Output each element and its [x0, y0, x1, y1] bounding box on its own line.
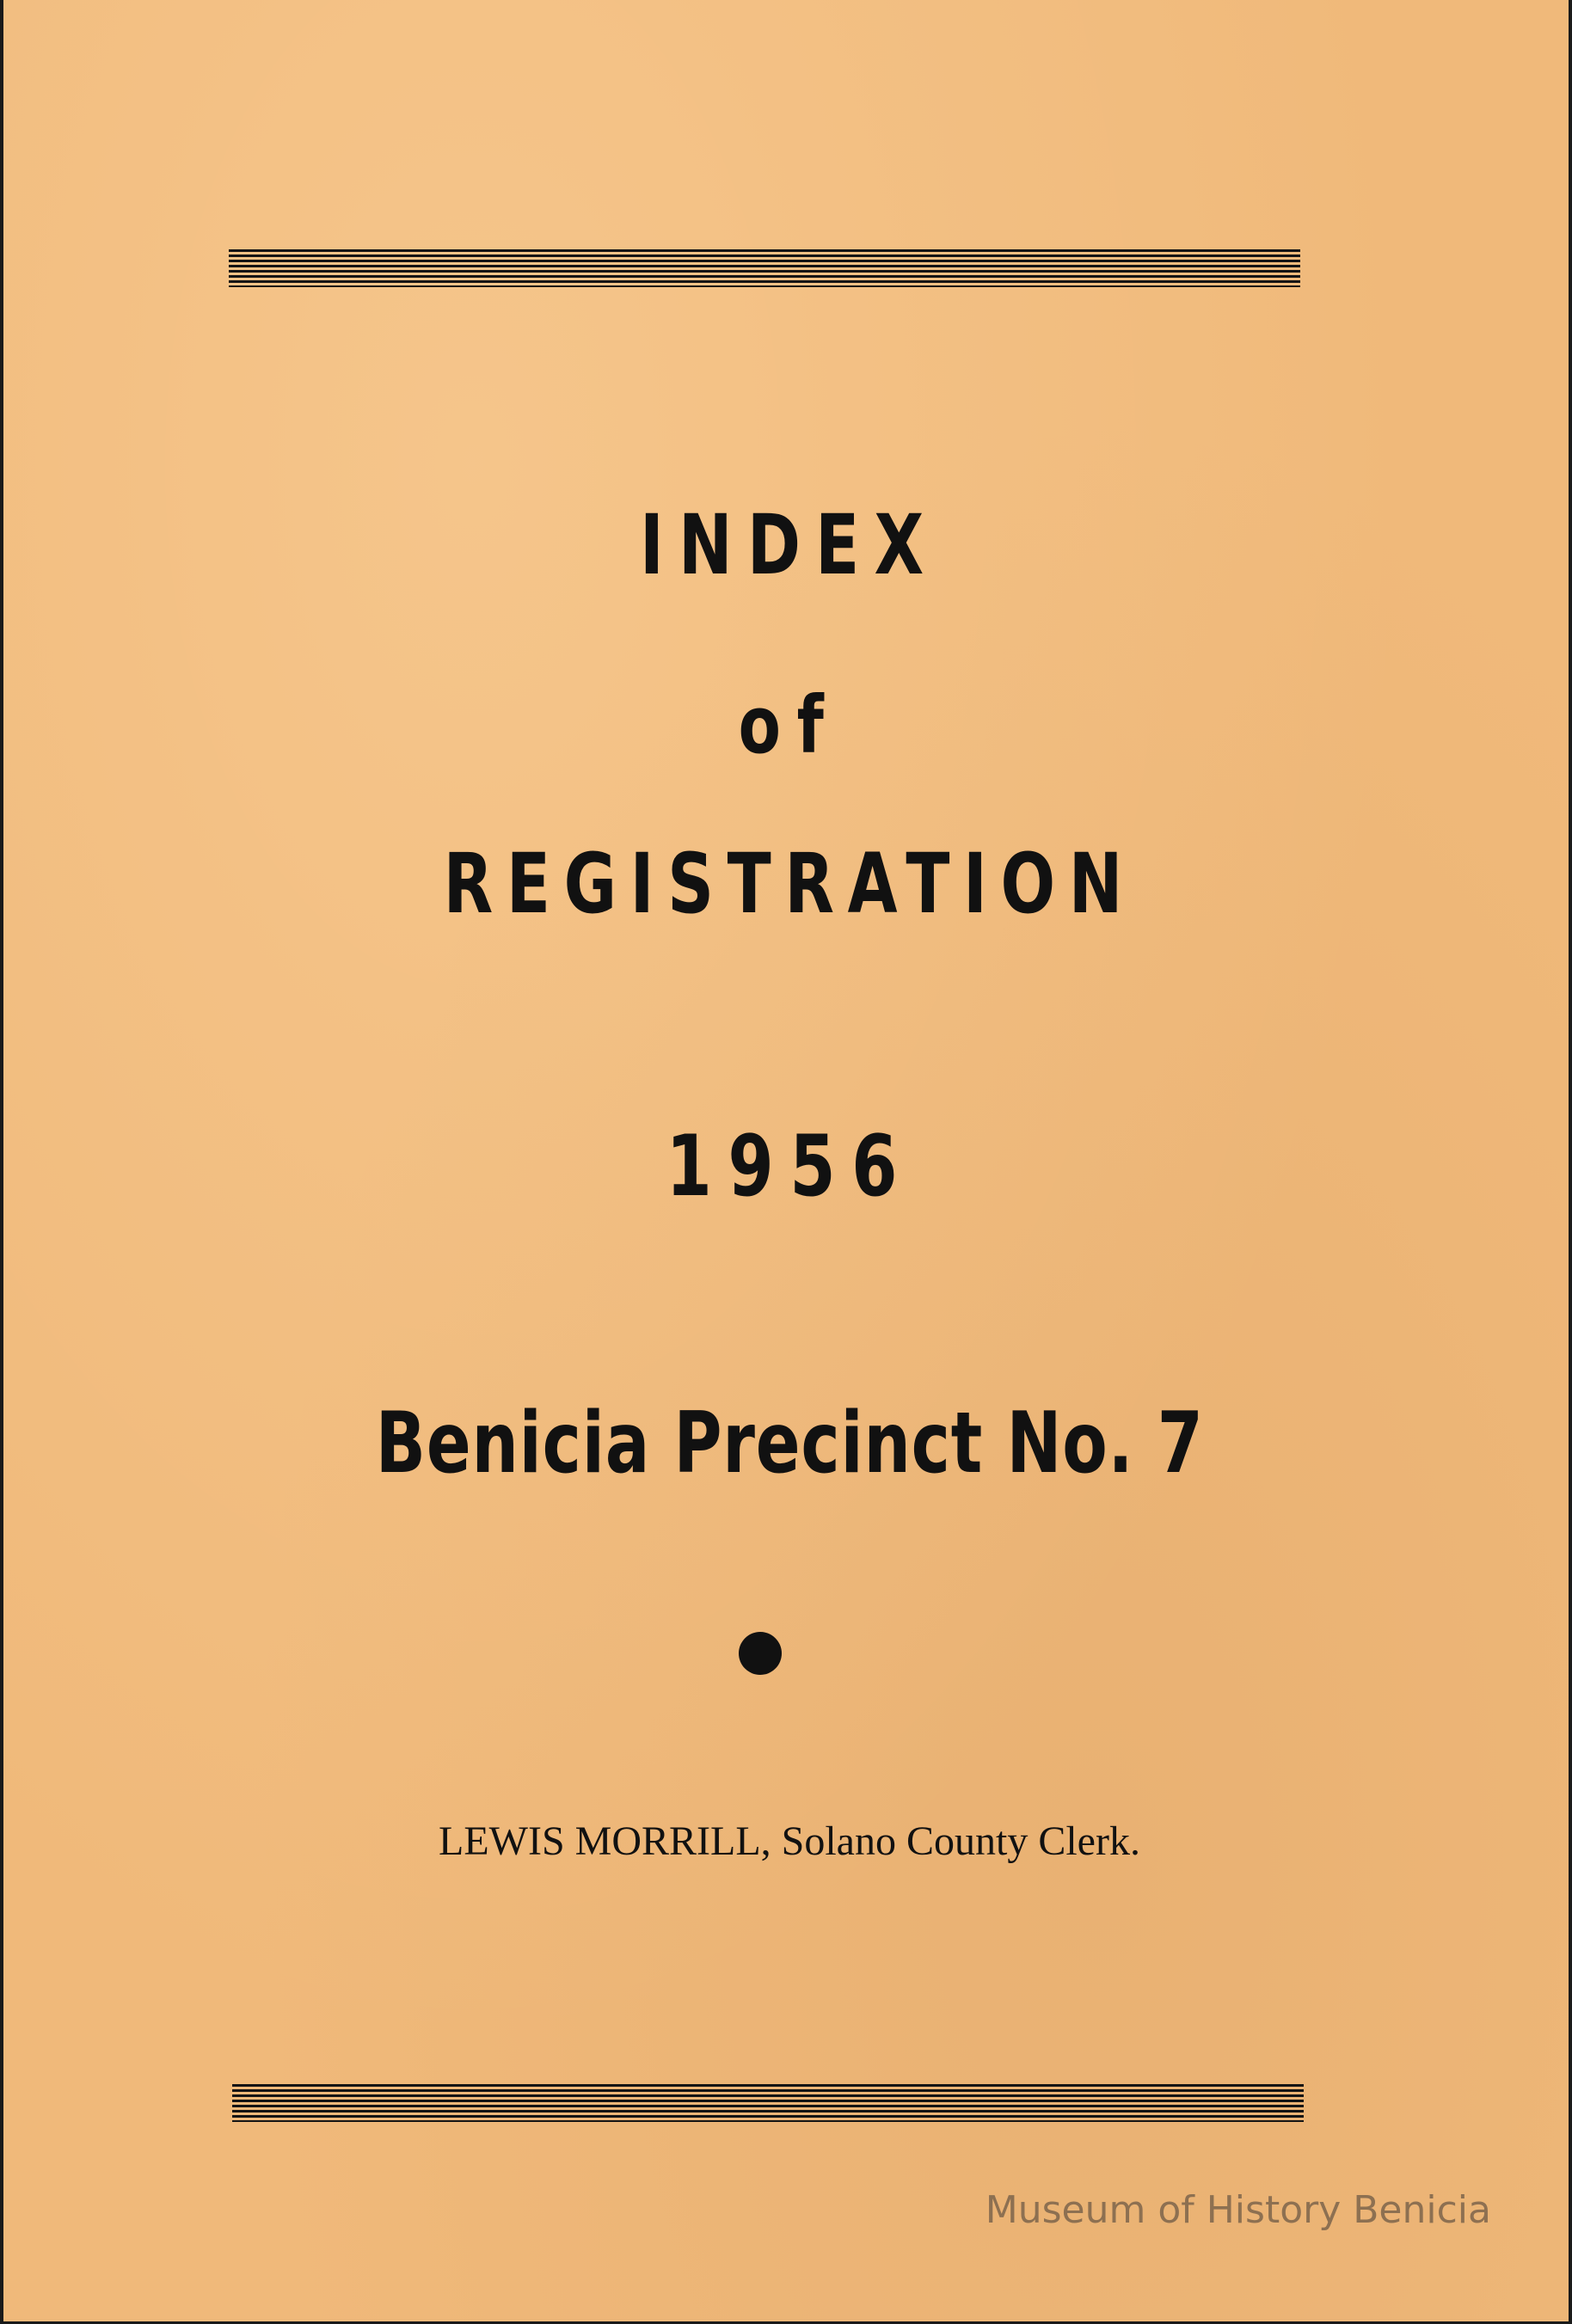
- document-cover: [3, 0, 1569, 2321]
- museum-watermark: Museum of History Benicia: [985, 2188, 1491, 2232]
- clerk-line: [3, 1818, 1569, 1865]
- title-registration: REGISTRATION: [443, 836, 1136, 932]
- year-label: 1956: [666, 1118, 913, 1216]
- top-decorative-rule: [229, 249, 1300, 287]
- clerk-name: LEWIS MORRILL,: [439, 1818, 771, 1864]
- precinct-label: Benicia Precinct No. 7: [375, 1395, 1204, 1493]
- title-of: of: [739, 679, 840, 771]
- title-index: INDEX: [640, 497, 939, 593]
- bullet-dot: [739, 1632, 782, 1675]
- clerk-title: Solano County Clerk.: [781, 1818, 1140, 1864]
- bottom-decorative-rule: [232, 2084, 1304, 2122]
